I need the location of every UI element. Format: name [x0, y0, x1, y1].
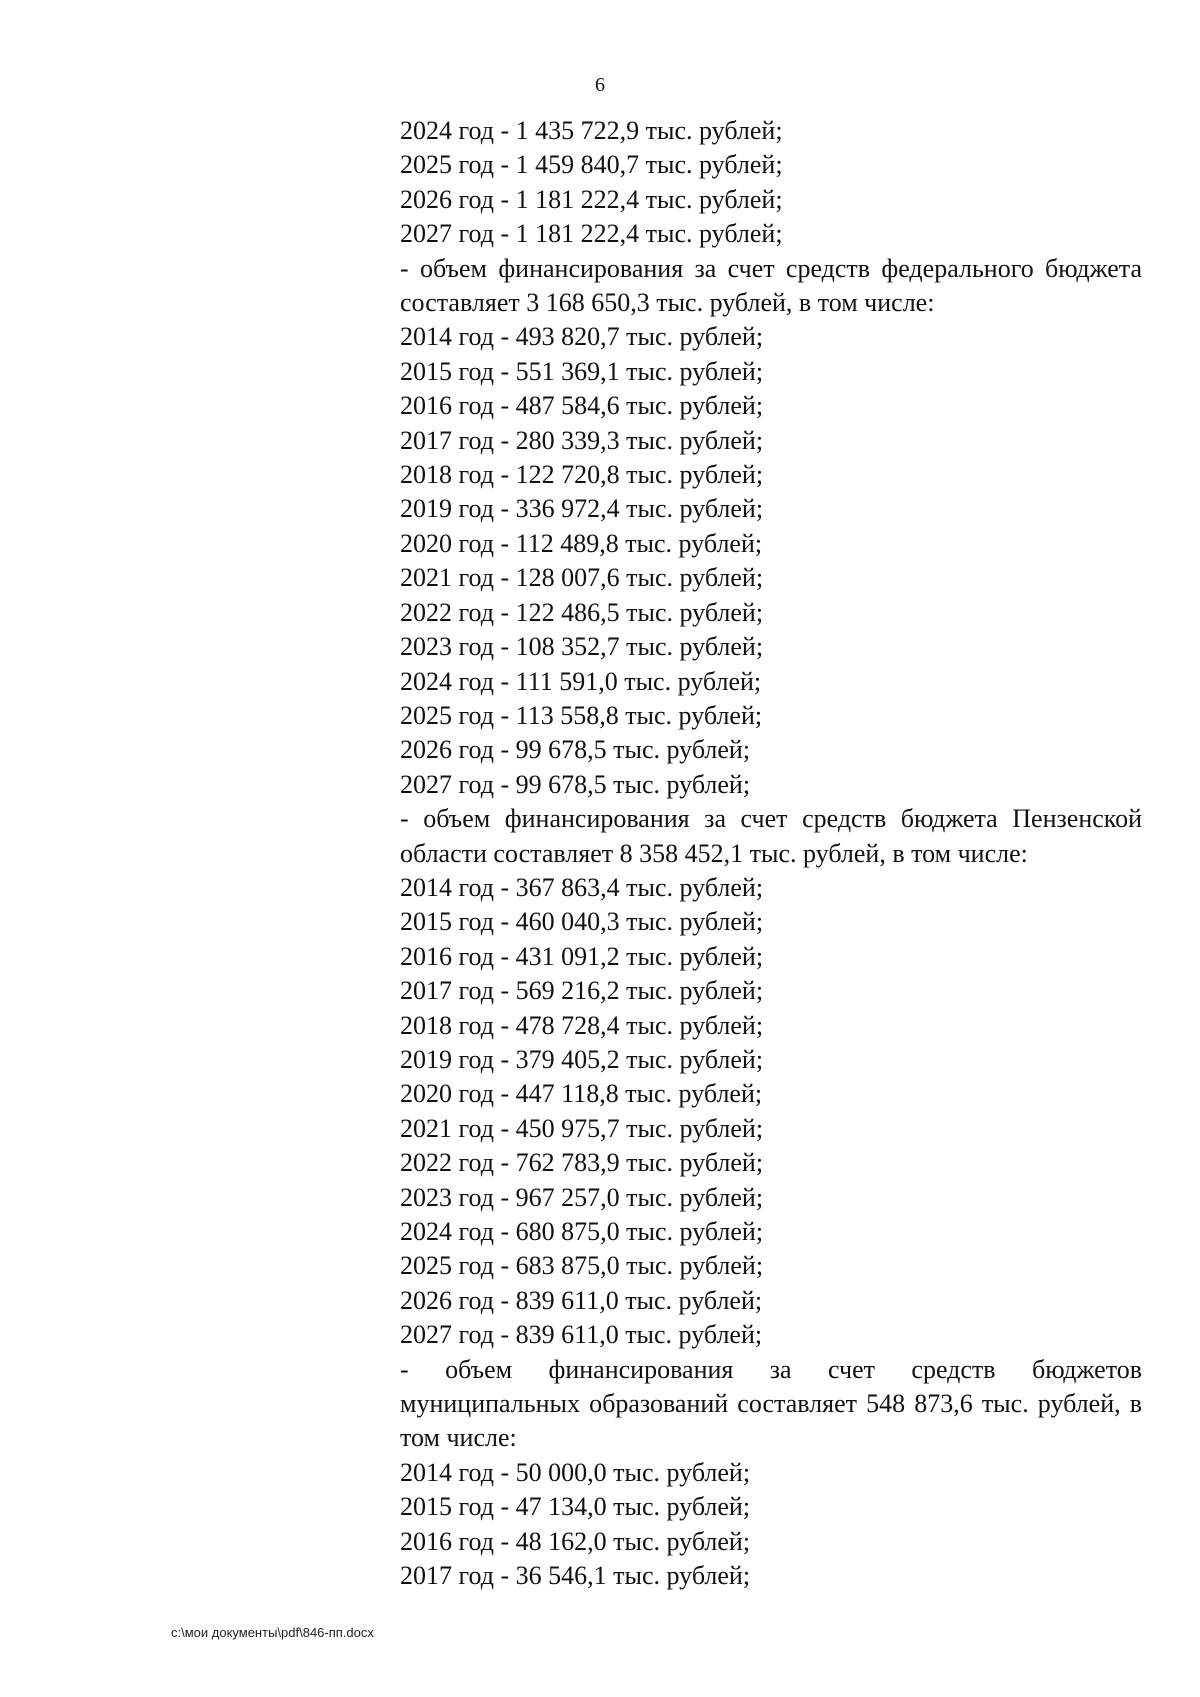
- municipal-funding-paragraph: - объем финансирования за счет средств бюджетов муниципальных образований составляет 548 873,6 тыс. рублей, в том числе:: [400, 1354, 1142, 1453]
- regional-funding-paragraph: - объем финансирования за счет средств бюджета Пензенской области составляет 8 358 452,1 тыс. рублей, в том числе:: [400, 804, 1142, 868]
- list-item: 2022 год - 122 486,5 тыс. рублей;: [400, 597, 764, 627]
- list-item: 2015 год - 47 134,0 тыс. рублей;: [400, 1492, 751, 1522]
- list-item: 2020 год - 447 118,8 тыс. рублей;: [400, 1079, 763, 1109]
- list-item: 2016 год - 431 091,2 тыс. рублей;: [400, 941, 764, 971]
- list-item: 2019 год - 336 972,4 тыс. рублей;: [400, 494, 764, 524]
- list-item: 2015 год - 460 040,3 тыс. рублей;: [400, 907, 764, 937]
- list-item: 2023 год - 108 352,7 тыс. рублей;: [400, 632, 764, 662]
- list-item: 2017 год - 280 339,3 тыс. рублей;: [400, 425, 764, 455]
- list-item: 2014 год - 493 820,7 тыс. рублей;: [400, 322, 764, 352]
- list-item: 2023 год - 967 257,0 тыс. рублей;: [400, 1182, 764, 1212]
- list-item: 2019 год - 379 405,2 тыс. рублей;: [400, 1044, 764, 1074]
- list-item: 2027 год - 839 611,0 тыс. рублей;: [400, 1320, 763, 1350]
- page-number: 6: [595, 74, 605, 96]
- list-item: 2018 год - 122 720,8 тыс. рублей;: [400, 460, 764, 490]
- list-item: 2014 год - 367 863,4 тыс. рублей;: [400, 872, 764, 902]
- list-item: 2015 год - 551 369,1 тыс. рублей;: [400, 356, 764, 386]
- list-item: 2021 год - 128 007,6 тыс. рублей;: [400, 563, 764, 593]
- top-year-list: [400, 114, 1142, 252]
- list-item: 2020 год - 112 489,8 тыс. рублей;: [400, 528, 763, 558]
- list-item: 2022 год - 762 783,9 тыс. рублей;: [400, 1148, 764, 1178]
- list-item: 2026 год - 99 678,5 тыс. рублей;: [400, 735, 751, 765]
- list-item: 2024 год - 111 591,0 тыс. рублей;: [400, 666, 762, 696]
- footer-file-path: c:\мои документы\pdf\846-пп.docx: [171, 1625, 374, 1640]
- list-item: 2024 год - 1 435 722,9 тыс. рублей;: [400, 116, 783, 145]
- regional-year-list: [400, 871, 1142, 1353]
- list-item: 2014 год - 50 000,0 тыс. рублей;: [400, 1457, 751, 1487]
- document-body: [400, 114, 1142, 1593]
- list-item: 2026 год - 1 181 222,4 тыс. рублей;: [400, 184, 783, 214]
- list-item: 2025 год - 1 459 840,7 тыс. рублей;: [400, 150, 783, 180]
- federal-year-list: [400, 320, 1142, 802]
- list-item: 2017 год - 36 546,1 тыс. рублей;: [400, 1561, 751, 1591]
- municipal-year-list: [400, 1456, 1142, 1594]
- list-item: 2021 год - 450 975,7 тыс. рублей;: [400, 1113, 764, 1143]
- federal-funding-paragraph: - объем финансирования за счет средств федерального бюджета составляет 3 168 650,3 тыс. рублей, в том числе:: [400, 253, 1142, 318]
- list-item: 2027 год - 99 678,5 тыс. рублей;: [400, 769, 751, 799]
- list-item: 2016 год - 487 584,6 тыс. рублей;: [400, 391, 764, 421]
- list-item: 2026 год - 839 611,0 тыс. рублей;: [400, 1285, 763, 1315]
- list-item: 2025 год - 113 558,8 тыс. рублей;: [400, 700, 763, 730]
- list-item: 2024 год - 680 875,0 тыс. рублей;: [400, 1217, 764, 1246]
- list-item: 2027 год - 1 181 222,4 тыс. рублей;: [400, 219, 783, 249]
- list-item: 2017 год - 569 216,2 тыс. рублей;: [400, 976, 764, 1006]
- list-item: 2025 год - 683 875,0 тыс. рублей;: [400, 1251, 764, 1281]
- list-item: 2016 год - 48 162,0 тыс. рублей;: [400, 1526, 751, 1556]
- list-item: 2018 год - 478 728,4 тыс. рублей;: [400, 1010, 764, 1040]
